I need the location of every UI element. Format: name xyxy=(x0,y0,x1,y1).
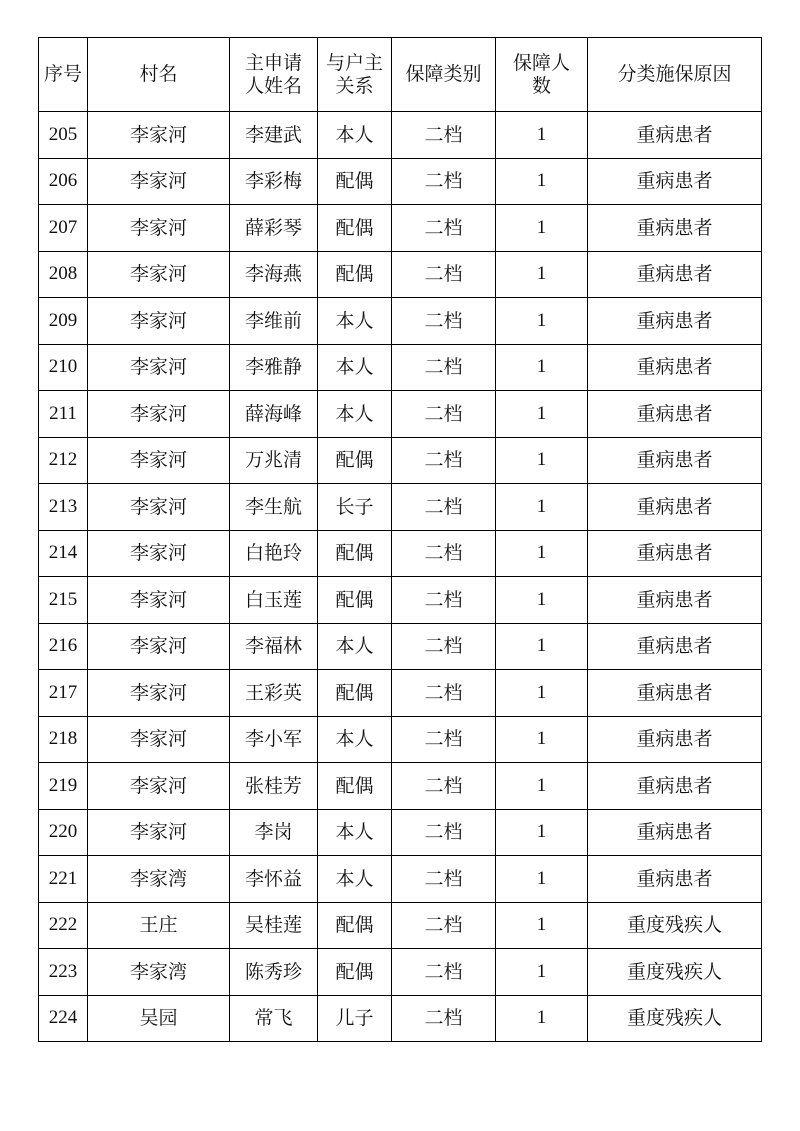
table-row xyxy=(39,530,762,577)
table-row xyxy=(39,484,762,531)
column-header-text: 保障类别 xyxy=(405,63,482,85)
cell-reason: 重病患者 xyxy=(588,298,762,345)
cell-category: 二档 xyxy=(392,298,496,345)
table-row xyxy=(39,205,762,252)
cell-count: 1 xyxy=(496,158,588,205)
cell-reason: 重病患者 xyxy=(588,205,762,252)
cell-village: 李家湾 xyxy=(88,949,230,996)
cell-relation: 配偶 xyxy=(318,949,392,996)
cell-category: 二档 xyxy=(392,716,496,763)
cell-relation: 配偶 xyxy=(318,158,392,205)
table-row xyxy=(39,949,762,996)
cell-category: 二档 xyxy=(392,902,496,949)
cell-applicant: 万兆清 xyxy=(230,437,318,484)
cell-village: 李家河 xyxy=(88,623,230,670)
cell-seq: 212 xyxy=(39,437,88,484)
column-header-applicant xyxy=(230,38,318,112)
cell-count: 1 xyxy=(496,763,588,810)
cell-seq: 221 xyxy=(39,856,88,903)
cell-category: 二档 xyxy=(392,623,496,670)
cell-village: 李家河 xyxy=(88,298,230,345)
table-row xyxy=(39,577,762,624)
cell-relation: 配偶 xyxy=(318,763,392,810)
column-header-category xyxy=(392,38,496,112)
cell-category: 二档 xyxy=(392,809,496,856)
cell-count: 1 xyxy=(496,577,588,624)
cell-reason: 重病患者 xyxy=(588,809,762,856)
table-row xyxy=(39,112,762,159)
cell-reason: 重病患者 xyxy=(588,391,762,438)
cell-count: 1 xyxy=(496,298,588,345)
cell-applicant: 白玉莲 xyxy=(230,577,318,624)
cell-relation: 配偶 xyxy=(318,670,392,717)
table-row xyxy=(39,251,762,298)
cell-relation: 本人 xyxy=(318,809,392,856)
table-row xyxy=(39,623,762,670)
column-header-text: 序号 xyxy=(43,63,82,85)
cell-seq: 217 xyxy=(39,670,88,717)
column-header-village xyxy=(88,38,230,112)
cell-village: 李家湾 xyxy=(88,856,230,903)
cell-relation: 配偶 xyxy=(318,530,392,577)
table-row xyxy=(39,809,762,856)
cell-category: 二档 xyxy=(392,577,496,624)
cell-category: 二档 xyxy=(392,484,496,531)
cell-relation: 本人 xyxy=(318,391,392,438)
cell-count: 1 xyxy=(496,530,588,577)
cell-village: 李家河 xyxy=(88,158,230,205)
column-header-text: 分类施保原因 xyxy=(617,63,732,85)
cell-category: 二档 xyxy=(392,205,496,252)
cell-applicant: 白艳玲 xyxy=(230,530,318,577)
cell-count: 1 xyxy=(496,949,588,996)
cell-category: 二档 xyxy=(392,995,496,1042)
cell-relation: 长子 xyxy=(318,484,392,531)
cell-applicant: 吴桂莲 xyxy=(230,902,318,949)
cell-count: 1 xyxy=(496,391,588,438)
cell-relation: 本人 xyxy=(318,344,392,391)
cell-relation: 儿子 xyxy=(318,995,392,1042)
column-header-text: 人姓名 xyxy=(244,74,302,97)
cell-reason: 重病患者 xyxy=(588,112,762,159)
cell-seq: 223 xyxy=(39,949,88,996)
cell-count: 1 xyxy=(496,251,588,298)
cell-category: 二档 xyxy=(392,530,496,577)
cell-reason: 重度残疾人 xyxy=(588,949,762,996)
cell-village: 李家河 xyxy=(88,577,230,624)
table-row xyxy=(39,391,762,438)
cell-count: 1 xyxy=(496,670,588,717)
table-header-row xyxy=(39,38,762,112)
cell-applicant: 薛海峰 xyxy=(230,391,318,438)
cell-village: 李家河 xyxy=(88,484,230,531)
cell-seq: 224 xyxy=(39,995,88,1042)
table-row xyxy=(39,437,762,484)
table-body xyxy=(39,112,762,1042)
cell-applicant: 李建武 xyxy=(230,112,318,159)
cell-village: 王庄 xyxy=(88,902,230,949)
cell-village: 李家河 xyxy=(88,344,230,391)
cell-category: 二档 xyxy=(392,763,496,810)
cell-count: 1 xyxy=(496,809,588,856)
cell-seq: 208 xyxy=(39,251,88,298)
cell-reason: 重度残疾人 xyxy=(588,902,762,949)
cell-category: 二档 xyxy=(392,112,496,159)
cell-seq: 207 xyxy=(39,205,88,252)
cell-seq: 216 xyxy=(39,623,88,670)
cell-village: 李家河 xyxy=(88,670,230,717)
cell-reason: 重病患者 xyxy=(588,716,762,763)
cell-applicant: 李福林 xyxy=(230,623,318,670)
cell-reason: 重病患者 xyxy=(588,577,762,624)
cell-relation: 本人 xyxy=(318,716,392,763)
cell-seq: 218 xyxy=(39,716,88,763)
cell-relation: 配偶 xyxy=(318,251,392,298)
table-row xyxy=(39,995,762,1042)
cell-village: 李家河 xyxy=(88,716,230,763)
cell-seq: 219 xyxy=(39,763,88,810)
cell-count: 1 xyxy=(496,902,588,949)
column-header-seq xyxy=(39,38,88,112)
cell-village: 李家河 xyxy=(88,251,230,298)
cell-count: 1 xyxy=(496,623,588,670)
cell-reason: 重病患者 xyxy=(588,158,762,205)
cell-category: 二档 xyxy=(392,391,496,438)
cell-category: 二档 xyxy=(392,158,496,205)
cell-seq: 215 xyxy=(39,577,88,624)
cell-relation: 本人 xyxy=(318,298,392,345)
cell-seq: 214 xyxy=(39,530,88,577)
cell-village: 李家河 xyxy=(88,112,230,159)
table-row xyxy=(39,902,762,949)
cell-relation: 本人 xyxy=(318,623,392,670)
cell-applicant: 李怀益 xyxy=(230,856,318,903)
cell-seq: 205 xyxy=(39,112,88,159)
column-header-text: 数 xyxy=(531,74,551,97)
cell-village: 李家河 xyxy=(88,205,230,252)
cell-category: 二档 xyxy=(392,251,496,298)
cell-reason: 重病患者 xyxy=(588,344,762,391)
table-row xyxy=(39,298,762,345)
cell-relation: 配偶 xyxy=(318,437,392,484)
cell-village: 李家河 xyxy=(88,763,230,810)
cell-seq: 206 xyxy=(39,158,88,205)
cell-village: 李家河 xyxy=(88,809,230,856)
table-row xyxy=(39,716,762,763)
cell-village: 李家河 xyxy=(88,437,230,484)
table-row xyxy=(39,856,762,903)
cell-applicant: 陈秀珍 xyxy=(230,949,318,996)
cell-relation: 本人 xyxy=(318,856,392,903)
cell-count: 1 xyxy=(496,995,588,1042)
column-header-text: 与户主 xyxy=(325,51,383,74)
cell-category: 二档 xyxy=(392,344,496,391)
table-row xyxy=(39,158,762,205)
cell-count: 1 xyxy=(496,856,588,903)
column-header-text: 关系 xyxy=(335,74,374,97)
cell-relation: 配偶 xyxy=(318,577,392,624)
cell-category: 二档 xyxy=(392,437,496,484)
cell-count: 1 xyxy=(496,484,588,531)
cell-applicant: 李生航 xyxy=(230,484,318,531)
cell-applicant: 李雅静 xyxy=(230,344,318,391)
cell-reason: 重病患者 xyxy=(588,484,762,531)
cell-seq: 222 xyxy=(39,902,88,949)
cell-category: 二档 xyxy=(392,670,496,717)
column-header-text: 保障人 xyxy=(512,51,570,74)
cell-count: 1 xyxy=(496,205,588,252)
cell-applicant: 张桂芳 xyxy=(230,763,318,810)
cell-count: 1 xyxy=(496,344,588,391)
cell-village: 吴园 xyxy=(88,995,230,1042)
cell-reason: 重病患者 xyxy=(588,670,762,717)
column-header-relation xyxy=(318,38,392,112)
cell-village: 李家河 xyxy=(88,391,230,438)
cell-reason: 重病患者 xyxy=(588,856,762,903)
cell-seq: 213 xyxy=(39,484,88,531)
cell-seq: 209 xyxy=(39,298,88,345)
table-row xyxy=(39,670,762,717)
cell-relation: 本人 xyxy=(318,112,392,159)
cell-applicant: 王彩英 xyxy=(230,670,318,717)
cell-reason: 重病患者 xyxy=(588,251,762,298)
table-row xyxy=(39,763,762,810)
cell-category: 二档 xyxy=(392,949,496,996)
cell-applicant: 李小军 xyxy=(230,716,318,763)
cell-category: 二档 xyxy=(392,856,496,903)
cell-applicant: 常飞 xyxy=(230,995,318,1042)
column-header-count xyxy=(496,38,588,112)
cell-reason: 重病患者 xyxy=(588,530,762,577)
cell-applicant: 李海燕 xyxy=(230,251,318,298)
cell-village: 李家河 xyxy=(88,530,230,577)
cell-reason: 重度残疾人 xyxy=(588,995,762,1042)
cell-count: 1 xyxy=(496,437,588,484)
cell-reason: 重病患者 xyxy=(588,437,762,484)
cell-count: 1 xyxy=(496,112,588,159)
column-header-reason xyxy=(588,38,762,112)
cell-applicant: 薛彩琴 xyxy=(230,205,318,252)
beneficiary-table xyxy=(38,37,762,1042)
cell-applicant: 李维前 xyxy=(230,298,318,345)
cell-count: 1 xyxy=(496,716,588,763)
cell-seq: 211 xyxy=(39,391,88,438)
cell-reason: 重病患者 xyxy=(588,763,762,810)
cell-reason: 重病患者 xyxy=(588,623,762,670)
cell-seq: 220 xyxy=(39,809,88,856)
cell-applicant: 李彩梅 xyxy=(230,158,318,205)
column-header-text: 主申请 xyxy=(244,51,302,74)
cell-applicant: 李岗 xyxy=(230,809,318,856)
cell-relation: 配偶 xyxy=(318,205,392,252)
cell-seq: 210 xyxy=(39,344,88,391)
cell-relation: 配偶 xyxy=(318,902,392,949)
column-header-text: 村名 xyxy=(139,63,178,85)
table-row xyxy=(39,344,762,391)
